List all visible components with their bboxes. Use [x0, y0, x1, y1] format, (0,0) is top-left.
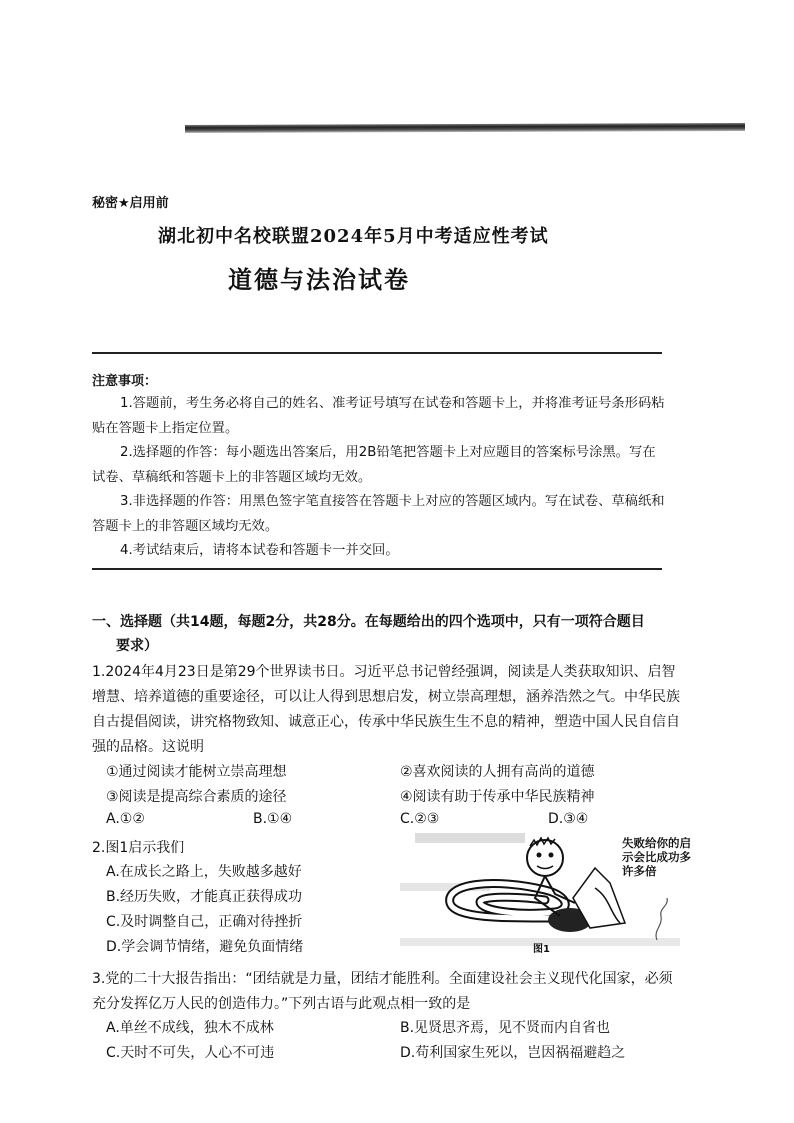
q1-option-b: B.①④	[253, 811, 293, 827]
q3-option-c: C.天时不可失，人心不可违	[106, 1045, 275, 1061]
q2-option-a: A.在成长之路上，失败越多越好	[106, 864, 302, 880]
section-heading-line2: 要求）	[116, 638, 158, 654]
q1-option-a: A.①②	[106, 811, 145, 827]
question-3	[92, 967, 682, 1017]
q3-option-b: B.见贤思齐焉，见不贤而内自省也	[400, 1020, 611, 1036]
question-number: 1.	[92, 664, 106, 680]
divider-bottom	[92, 568, 662, 570]
question-stem: 党的二十大报告指出：“团结就是力量，团结才能胜利。全面建设社会主义现代化国家，必须充分发挥亿万人民的创造伟力。”下列古语与此观点相一致的是	[92, 971, 673, 1012]
question-1	[92, 660, 682, 760]
q2-option-d: D.学会调节情绪，避免负面情绪	[106, 939, 304, 955]
question-2-stem: 2.图1启示我们	[92, 840, 185, 856]
top-edge-scan-bar	[185, 123, 745, 133]
notice-list	[92, 392, 667, 564]
figure-label: 图1	[533, 944, 550, 955]
q1-option-d: D.③④	[548, 811, 589, 827]
figure-1-cartoon	[395, 828, 695, 958]
section-heading-line1: 一、选择题（共14题，每题2分，共28分。在每题给出的四个选项中，只有一项符合题目	[92, 614, 645, 630]
section-heading	[92, 610, 677, 658]
q1-statement: ②喜欢阅读的人拥有高尚的道德	[400, 764, 595, 780]
notice-item: 2.选择题的作答：每小题选出答案后，用2B铅笔把答题卡上对应题目的答案标号涂黑。写在试卷、草稿纸和答题卡上的非答题区域均无效。	[92, 445, 656, 485]
q2-option-c: C.及时调整自己，正确对待挫折	[106, 914, 303, 930]
q1-statement: ③阅读是提高综合素质的途径	[106, 789, 287, 805]
q3-option-d: D.苟利国家生死以，岂因祸福避趋之	[400, 1045, 626, 1061]
q2-option-b: B.经历失败，才能真正获得成功	[106, 889, 303, 905]
divider-top	[92, 352, 662, 354]
notice-heading: 注意事项：	[92, 374, 158, 389]
confidential-mark: 秘密★启用前	[92, 196, 169, 211]
question-number: 3.	[92, 971, 106, 987]
q3-option-a: A.单丝不成线，独木不成林	[106, 1020, 274, 1036]
subject-title: 道德与法治试卷	[228, 266, 410, 294]
notice-item: 1.答题前，考生务必将自己的姓名、准考证号填写在试卷和答题卡上，并将准考证号条形码粘贴在答题卡上指定位置。	[92, 396, 665, 436]
exam-title: 湖北初中名校联盟2024年5月中考适应性考试	[158, 226, 549, 247]
q1-statement: ④阅读有助于传承中华民族精神	[400, 789, 595, 805]
q1-statement: ①通过阅读才能树立崇高理想	[106, 764, 287, 780]
notice-item: 3.非选择题的作答：用黑色签字笔直接答在答题卡上对应的答题区域内。写在试卷、草稿纸和答题卡上的非答题区域均无效。	[92, 494, 665, 534]
q1-option-c: C.②③	[400, 811, 440, 827]
cartoon-caption: 失败给你的启示会比成功多许多倍	[622, 836, 691, 878]
notice-item: 4.考试结束后，请将本试卷和答题卡一并交回。	[120, 543, 399, 558]
question-stem: 2024年4月23日是第29个世界读书日。习近平总书记曾经强调，阅读是人类获取知识、启智增慧、培养道德的重要途径，可以让人得到思想启发，树立崇高理想，涵养浩然之气。中华民族自古提倡阅读，讲究格物致知、诚意正心，传承中华民族生生不息的精神，塑造中国人民自信自强的品格。这说明	[92, 664, 680, 755]
